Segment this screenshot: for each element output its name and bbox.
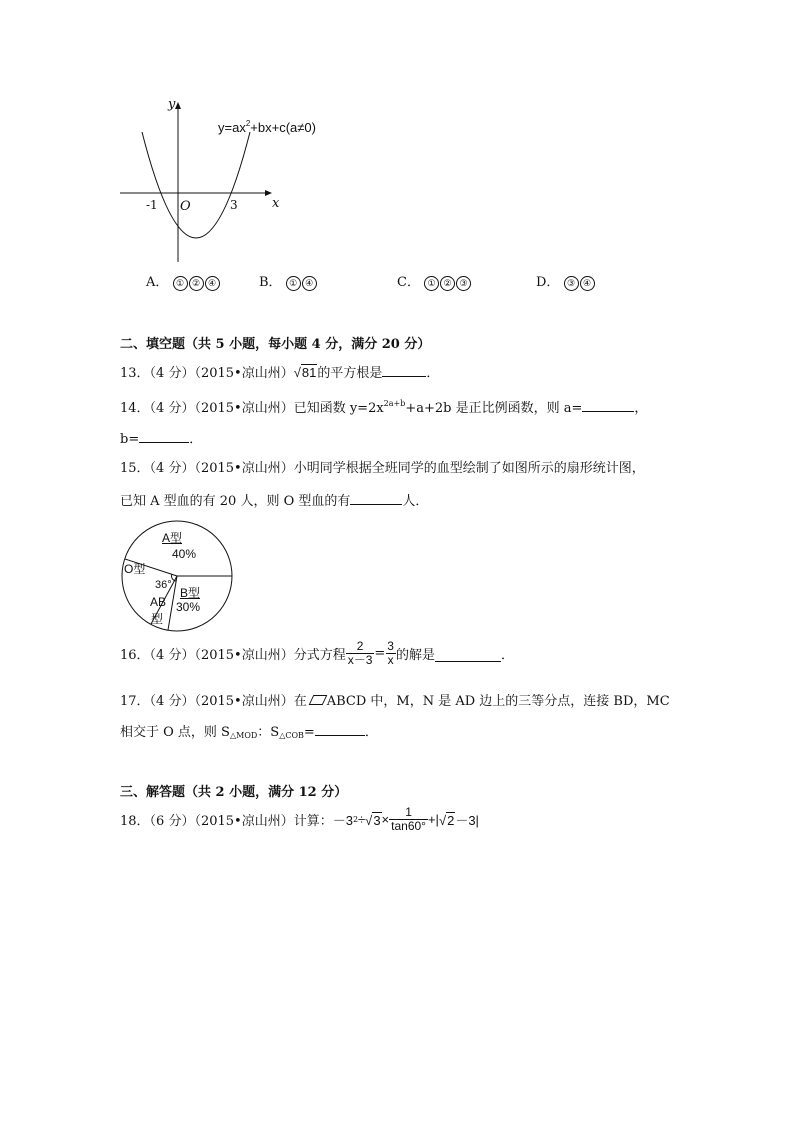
q12-option-a[interactable]: A． ① ② ④ [146, 271, 221, 291]
graph-three-label: 3 [230, 198, 238, 212]
q17-answer-blank[interactable] [315, 723, 365, 736]
q14-line1: 14．（4 分）（2015•凉山州）已知函数 $y=2x^{2a+b}+a+2b$ 是正比例函数，则 a= ， [120, 399, 648, 416]
parallelogram-icon [308, 695, 327, 705]
q16-fraction-2: $\frac{3}{x}$ [387, 639, 394, 667]
q17-line1: 17．（4 分）（2015•凉山州）在 ABCD 中，M，N 是 AD 边上的三等分点，连接 BD，MC [120, 694, 670, 709]
q15-line2: 已知 A 型血的有 20 人，则 O 型血的有 人． [120, 494, 429, 509]
parabola-graph [110, 92, 350, 267]
q18: 18．（6 分）（2015•凉山州）计算： －3 2 ÷ √ 3 × $\frac{1}{\tan 60^\circ}$ +| √ 2 －3| [120, 805, 479, 833]
q15-answer-blank[interactable] [350, 492, 402, 505]
pie-ab-label-1: AB [150, 595, 167, 609]
graph-neg-one-label: -1 [146, 198, 158, 212]
q13-answer-blank[interactable] [382, 364, 426, 377]
pie-angle-label: 36° [155, 579, 172, 591]
section2-title: 二、填空题（共 5 小题，每小题 4 分，满分 20 分） [120, 337, 431, 352]
q12-option-b[interactable]: B． ① ④ [259, 271, 318, 291]
q14-b-blank[interactable] [139, 430, 189, 443]
pie-a-pct: 40% [172, 547, 197, 561]
q18-fraction: $\frac{1}{\tan 60^\circ}$ [391, 805, 426, 833]
graph-origin-label: O [180, 199, 191, 214]
graph-y-label: y [168, 97, 176, 112]
q14-a-blank[interactable] [582, 399, 634, 412]
q16: 16．（4 分）（2015•凉山州）分式方程 $\frac{2}{x-3}$ = $\frac{3}{x}$ 的解是 ． [120, 639, 515, 667]
pie-b-label: B型 [180, 586, 201, 600]
pie-o-label: O型 [124, 562, 146, 576]
section3-title: 三、解答题（共 2 小题，满分 12 分） [120, 785, 348, 800]
q15-line1: 15．（4 分）（2015•凉山州）小明同学根据全班同学的血型绘制了如图所示的扇形统计图， [120, 461, 645, 476]
q12-option-c[interactable]: C． ① ② ③ [397, 271, 472, 291]
graph-x-label: x [272, 196, 280, 211]
sqrt-2: √ 2 [438, 812, 455, 828]
q13: 13．（4 分）（2015•凉山州） √ 81 的平方根是 ． [120, 365, 440, 381]
q14-line2: b= ． [120, 432, 203, 447]
pie-b-pct: 30% [176, 600, 201, 614]
pie-ab-label-2: 型 [151, 612, 164, 626]
q16-answer-blank[interactable] [435, 649, 501, 662]
q12-option-d[interactable]: D． ③ ④ [536, 271, 596, 291]
graph-equation: $y=ax^2+bx+c(a\ne 0)$ [218, 119, 316, 135]
sqrt-81: √ 81 [293, 365, 317, 380]
q17-line2: 相交于 O 点，则 $S_{\triangle MOD}$：$S_{\triangle COB}=$ ． [120, 725, 378, 740]
sqrt-3: √ 3 [365, 812, 381, 828]
pie-a-label: A型 [162, 531, 183, 545]
q16-fraction-1: $\frac{2}{x-3}$ [347, 639, 373, 667]
